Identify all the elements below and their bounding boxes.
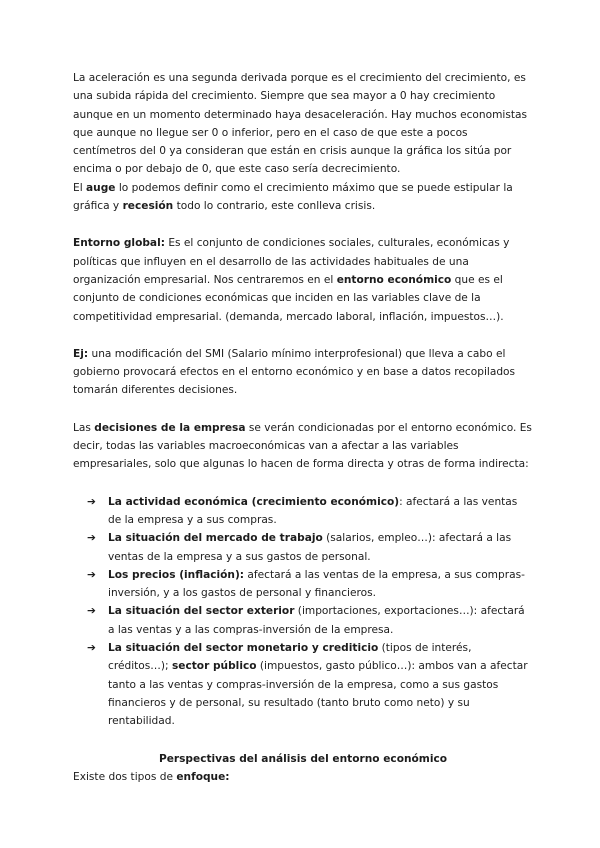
list-item — [87, 639, 533, 730]
example-paragraph — [73, 345, 533, 400]
term-entorno-economico: entorno económico — [336, 273, 452, 286]
text-span: se verán condicionadas por el entorno económico. Es decir, todas las variables macroeconómicas van a afectar a las variables empresariales, solo que algunas lo hacen de forma directa y otras de forma indirecta: — [73, 421, 532, 471]
decisiones-paragraph — [73, 419, 533, 474]
variables-list — [73, 493, 533, 731]
text-span: Existe dos tipos de — [73, 770, 177, 783]
arrow-icon: ➔ — [87, 495, 96, 508]
text-span: todo lo contrario, este conlleva crisis. — [173, 200, 376, 213]
entorno-global-paragraph — [73, 234, 533, 325]
item-text: (tipos de interés, créditos…); — [108, 642, 472, 673]
text-span: Es el conjunto de condiciones sociales, culturales, económicas y políticas que influyen en el desarrollo de las actividades habituales de una organización empresarial. Nos centraremos en el — [73, 237, 510, 286]
item-text: : afectará a las ventas de la empresa y a sus compras. — [108, 495, 518, 526]
item-heading: La situación del mercado de trabajo — [108, 532, 323, 545]
auge-recesion-paragraph — [73, 179, 533, 216]
item-text: afectará a las ventas de la empresa, a sus compras-inversión, y a los gastos de personal y financieros. — [108, 568, 525, 600]
enfoque-line — [73, 768, 533, 786]
item-text: (impuestos, gasto público…): ambos van a afectar tanto a las ventas y compras-inversión de la empresa, como a sus gastos financieros y de personal, su resultado (tanto bruto como neto) y su rentabilidad. — [108, 660, 528, 728]
item-text: (salarios, empleo…): afectará a las ventas de la empresa y a sus gastos de personal. — [108, 532, 512, 563]
intro-paragraph: La aceleración es una segunda derivada porque es el crecimiento del crecimiento, es una subida rápida del crecimiento. Siempre que sea mayor a 0 hay crecimiento aunque en un momento determinado haya desaceleración. Hay muchos economistas que aunque no llegue ser 0 o inferior, pero en el caso de que este a pocos centímetros del 0 ya consideran que están en crisis aunque la gráfica los sitúa por encima o por debajo de 0, que este caso sería decrecimiento. — [73, 72, 528, 176]
term-enfoque: enfoque: — [176, 770, 230, 783]
text-span: una modificación del SMI (Salario mínimo interprofesional) que lleva a cabo el gobierno provocará efectos en el entorno económico y en base a datos recopilados tomarán diferentes decisiones. — [73, 347, 516, 397]
arrow-icon: ➔ — [87, 605, 96, 618]
list-item — [87, 529, 533, 566]
item-heading: La situación del sector monetario y crediticio — [108, 642, 379, 655]
list-item — [87, 602, 533, 639]
list-item — [87, 493, 533, 530]
arrow-icon: ➔ — [87, 642, 96, 655]
text-span: El — [73, 181, 87, 194]
item-text: (importaciones, exportaciones…): afectará a las ventas y a las compras-inversión de la empresa. — [108, 605, 525, 636]
list-item — [87, 566, 533, 603]
term-recesion: recesión — [122, 200, 174, 213]
term-decisiones-empresa: decisiones de la empresa — [94, 421, 246, 434]
text-span: Las — [73, 421, 95, 434]
example-label: Ej: — [73, 347, 89, 360]
text-span: lo podemos definir como el crecimiento máximo que se puede estipular la gráfica y — [73, 181, 513, 213]
item-heading: Los precios (inflación): — [108, 568, 245, 581]
arrow-icon: ➔ — [87, 568, 96, 581]
term-auge: auge — [86, 181, 116, 194]
item-heading: La situación del sector exterior — [108, 605, 295, 618]
item-heading: La actividad económica (crecimiento económico) — [108, 495, 400, 508]
section-title: Perspectivas del análisis del entorno económico — [158, 752, 448, 765]
document-body — [73, 69, 533, 786]
text-span: que es el conjunto de condiciones económicas que inciden en las variables clave de la competitividad empresarial. (demanda, mercado laboral, inflación, impuestos…). — [73, 273, 504, 323]
term-entorno-global: Entorno global: — [73, 237, 165, 250]
arrow-icon: ➔ — [87, 532, 96, 545]
item-heading-secondary: sector público — [171, 660, 257, 673]
